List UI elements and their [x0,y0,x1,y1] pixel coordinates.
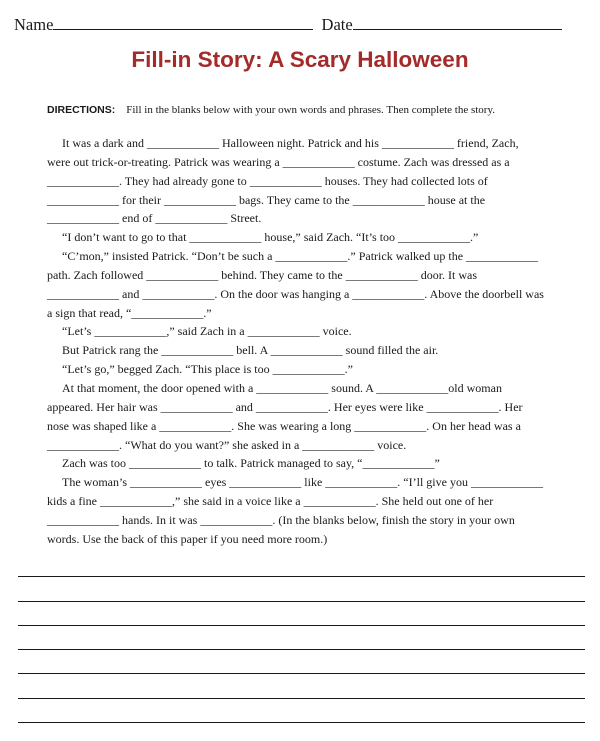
writing-line[interactable] [18,553,585,577]
story-line: “Let’s go,” begged Zach. “This place is too ____________.” [47,362,353,377]
directions-label: DIRECTIONS: [47,104,116,116]
story-line: ____________ for their ____________ bags. They came to the ____________ house at the [47,192,486,207]
story-line: ____________. They had already gone to ____________ houses. They had collected lots of [47,173,488,188]
story-line: words. Use the back of this paper if you need more room.) [47,531,328,546]
story-line: nose was shaped like a ____________. She was wearing a long ____________. On her head was a [47,418,521,433]
story-line: a sign that read, “____________.” [47,305,212,320]
story-line: ____________ end of ____________ Street. [47,211,262,226]
writing-line[interactable] [18,602,585,626]
story-line: Zach was too ____________ to talk. Patrick managed to say, “____________” [47,456,440,471]
name-label: Name [14,15,54,34]
writing-line[interactable] [18,626,585,650]
date-label: Date [321,15,353,34]
name-field[interactable] [53,14,313,30]
story-line: “I don’t want to go to that ____________ house,” said Zach. “It’s too ____________.” [47,230,479,245]
writing-line[interactable] [18,577,585,601]
writing-line[interactable] [18,699,585,723]
writing-line[interactable] [18,674,585,698]
name-date-header [14,14,586,35]
story-line: were out trick-or-treating. Patrick was wearing a ____________ costume. Zach was dressed as a [47,154,510,169]
directions [47,104,567,116]
directions-text: Fill in the blanks below with your own words and phrases. Then complete the story. [126,104,495,116]
page-title: Fill-in Story: A Scary Halloween [131,47,469,72]
writing-line[interactable] [18,650,585,674]
story-line: appeared. Her hair was ____________ and ____________. Her eyes were like ____________. Her [47,399,523,414]
story-line: ____________ hands. In it was ____________. (In the blanks below, finish the story in your own [47,512,515,527]
story-line: At that moment, the door opened with a ____________ sound. A ____________old woman [47,380,502,395]
date-field[interactable] [353,14,562,30]
story-line: It was a dark and ____________ Halloween night. Patrick and his ____________ friend, Zach, [47,136,519,150]
story-line: “Let’s ____________,” said Zach in a ____________ voice. [47,324,352,339]
story-line: The woman’s ____________ eyes ____________ like ____________. “I’ll give you ____________ [47,475,543,490]
story-line: But Patrick rang the ____________ bell. A ____________ sound filled the air. [47,343,439,358]
story-line: “C’mon,” insisted Patrick. “Don’t be such a ____________.” Patrick walked up the ____________ [47,249,539,264]
story-text[interactable] [47,134,577,549]
story-line: ____________ and ____________. On the door was hanging a ____________. Above the doorbell was [47,286,544,301]
story-line: kids a fine ____________,” she said in a voice like a ____________. She held out one of her [47,494,494,509]
writing-lines[interactable] [18,553,585,723]
story-line: ____________. “What do you want?” she asked in a ____________ voice. [47,437,407,452]
story-line: path. Zach followed ____________ behind. They came to the ____________ door. It was [47,267,478,282]
